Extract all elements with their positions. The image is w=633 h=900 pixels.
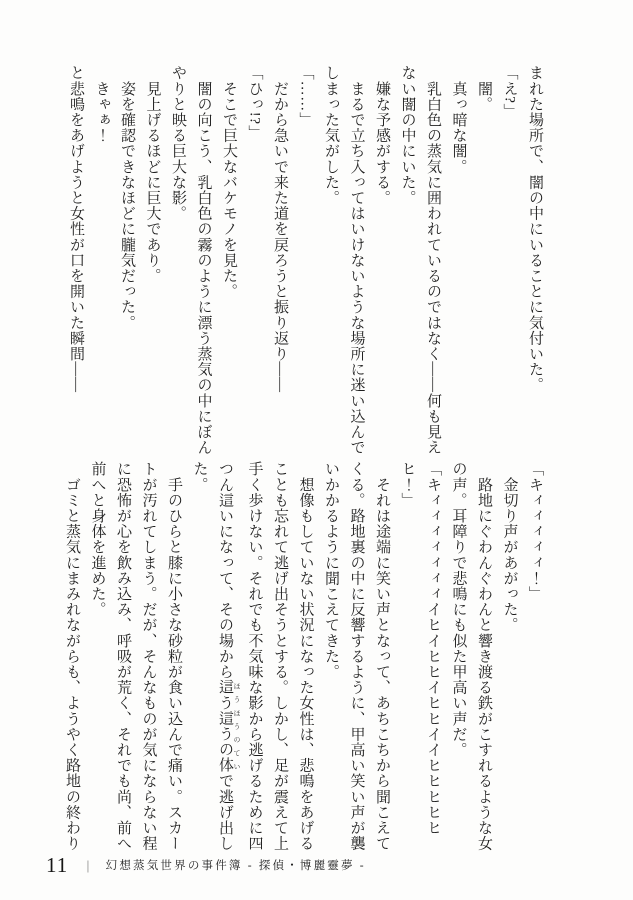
- ruby-annotated-text: 這う這うの体 ほうほうのてい: [217, 679, 241, 774]
- text-line: だから急いで来た道を戻ろうと振り返り――: [272, 65, 288, 393]
- text-line: つん這いになって、その場から這う這うの体 ほうほうのていで逃げ出し: [217, 461, 241, 852]
- text-line: 真っ暗な闇。: [450, 65, 467, 175]
- text-line: 「ひっ!?」: [246, 65, 263, 141]
- text-line: に恐怖が心を飲み込み、呼吸が荒く、それでも尚、前へ: [115, 461, 131, 851]
- text-band-top: [63, 65, 548, 457]
- text-line: まるで立ち入ってはいけないような場所に迷い込んで: [348, 65, 365, 455]
- text-band-bottom: [59, 461, 548, 863]
- text-line: 闇。: [476, 65, 492, 112]
- text-line: 「え?」: [501, 65, 518, 120]
- text-line: そこで巨大なバケモノを見た。: [221, 65, 237, 299]
- text-line: 金切り声があがった。: [501, 461, 518, 633]
- text-line: 姿を確認できなほどに朧気だった。: [119, 65, 135, 331]
- text-line: 手く歩けない。それでも不気味な影から逃げるために四: [246, 461, 263, 851]
- text-line: トが汚れてしまう。だが、そんなものが気にならない程: [140, 461, 157, 851]
- text-line: と悲鳴をあげようと女性が口を開いた瞬間――: [68, 65, 84, 393]
- text-line: 闇の向こう、乳白色の霧のように漂う蒸気の中にぼん: [195, 65, 212, 455]
- text-line: いかかるように聞こえてきた。: [323, 461, 339, 680]
- text-line: 見上げるほどに巨大であり。: [144, 65, 161, 284]
- text-line: しまった気がした。: [323, 65, 339, 206]
- page-number: 11: [46, 852, 69, 877]
- text-line: 「キィィィィィィィイヒイヒヒイヒヒイイヒヒヒヒヒ: [425, 461, 441, 836]
- text-line: 嫌な予感がする。: [374, 65, 390, 206]
- text-line: 前へと身体を進めた。: [89, 461, 106, 617]
- footer-divider: |: [86, 857, 90, 873]
- text-line: くる。路地裏の中に反響するように、甲高い笑い声が襲: [348, 461, 365, 851]
- text-line: 乳白色の蒸気に囲われているのではなく――何も見え: [425, 65, 441, 455]
- text-line: 「キィィィィィ！」: [527, 461, 543, 602]
- text-line: ない闇の中にいた。: [399, 65, 416, 206]
- text-line: 手のひらと膝に小さな砂粒が食い込んで痛い。スカー: [166, 461, 182, 851]
- text-line: ヒ！」: [399, 461, 416, 508]
- page-footer: [46, 848, 366, 882]
- text-line: まれた場所で、闇の中にいることに気付いた。: [527, 65, 543, 393]
- text-line: ことも忘れて逃げ出そうとする。しかし、足が震えて上: [272, 461, 288, 851]
- text-line: きゃぁ！: [93, 65, 110, 143]
- text-line: の声。耳障りで悲鳴にも似た甲高い声だ。: [450, 461, 467, 758]
- text-line: 「……」: [297, 65, 314, 128]
- text-line: ゴミと蒸気にまみれながらも、ようやく路地の終わり: [64, 461, 80, 851]
- book-title: 幻想蒸気世界の事件簿 - 探偵・博麗靈夢 -: [105, 860, 366, 872]
- text-line: それは途端に笑い声となって、あちこちから聞こえて: [374, 461, 390, 851]
- text-line: やりと映る巨大な影。: [170, 65, 186, 221]
- text-line: 想像もしていない状況になった女性は、悲鳴をあげる: [297, 461, 314, 851]
- text-line: た。: [191, 461, 208, 493]
- text-line: 路地にぐわんぐわんと響き渡る鉄がこすれるような女: [476, 461, 492, 851]
